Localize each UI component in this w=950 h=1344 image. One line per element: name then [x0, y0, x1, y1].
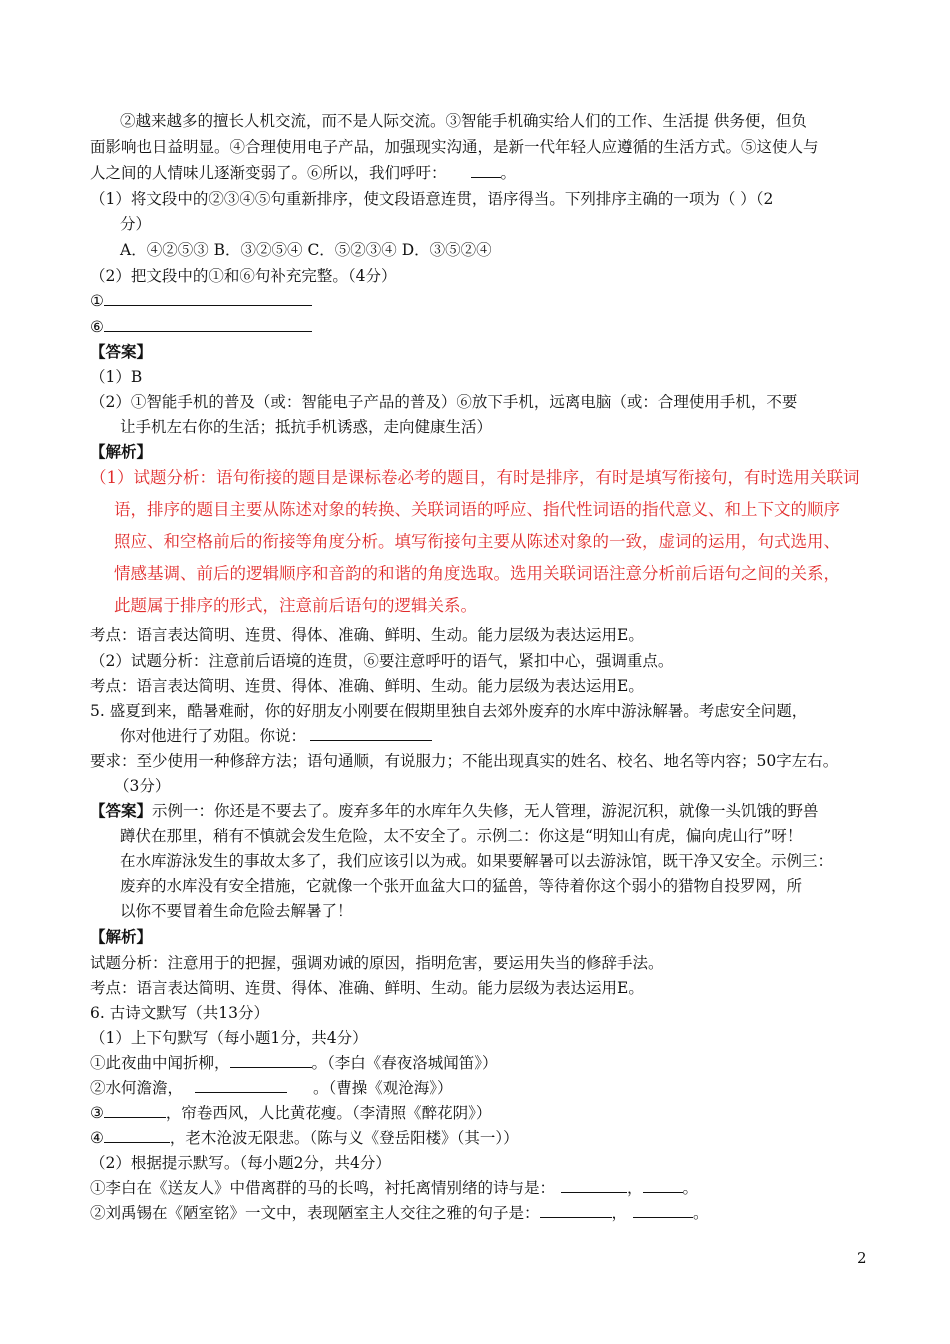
question-5-stem-cont: 你对他进行了劝阻。你说：	[120, 725, 432, 747]
question-1-stem-cont: 分）	[120, 215, 152, 233]
passage-line: 人之间的人情味儿逐渐变弱了。⑥所以，我们呼吁： 。	[90, 164, 517, 182]
answer-blank	[104, 290, 312, 306]
answer-line: 废弃的水库没有安全措施，它就像一个张开血盆大口的猛兽，等待着你这个弱小的猎物自投罗网，所	[120, 877, 803, 895]
question-5-stem: 5. 盛夏到来，酷暑难耐，你的好朋友小刚要在假期里独自去郊外废弃的水库中游泳解暑。考虑安全问题，	[90, 702, 808, 720]
page-number: 2	[857, 1249, 867, 1267]
question-1-options: A．④②⑤③ B．③②⑤④ C．⑤②③④ D．③⑤②④	[120, 241, 492, 259]
question-2-stem: （2）把文段中的①和⑥句补充完整。（4分）	[90, 267, 397, 285]
question-5-requirement: 要求：至少使用一种修辞方法；语句通顺，有说服力；不能出现真实的姓名、校名、地名等内容；50字左右。	[90, 752, 839, 770]
analysis-line: 试题分析：注意用于的把握，强调劝诫的原因，指明危害，要运用失当的修辞手法。	[90, 954, 664, 972]
answer-line: （2）①智能手机的普及（或：智能电子产品的普及）⑥放下手机，远离电脑（或：合理使用手机，不要	[90, 393, 798, 411]
answer-blank	[471, 162, 501, 178]
analysis-red-line: 此题属于排序的形式，注意前后语句的逻辑关系。	[114, 596, 477, 615]
dictation-item: ①李白在《送友人》中借离群的马的长鸣，衬托离情别绪的诗与是： ， 。	[90, 1179, 699, 1197]
answer-line: （1）B	[90, 368, 143, 386]
answer-blank	[230, 1052, 312, 1068]
answer-line: 蹲伏在那里，稍有不慎就会发生危险，太不安全了。示例二：你这是“明知山有虎，偏向虎山行”呀！	[120, 827, 803, 845]
question-6-title: 6. 古诗文默写（共13分）	[90, 1004, 269, 1022]
answer-line: 让手机左右你的生活；抵抗手机诱惑，走向健康生活）	[120, 418, 493, 436]
answer-label: 【答案】	[90, 801, 153, 820]
answer-blank	[104, 316, 312, 332]
analysis-line: （2）试题分析：注意前后语境的连贯，⑥要注意呼吁的语气，紧扣中心，强调重点。	[90, 652, 674, 670]
answer-blank	[195, 1077, 287, 1093]
knowledge-point: 考点：语言表达简明、连贯、得体、准确、鲜明、生动。能力层级为表达运用E。	[90, 979, 644, 997]
dictation-item: ①此夜曲中闻折柳， 。（李白《春夜洛城闻笛》）	[90, 1054, 498, 1072]
blank-line-1: ①	[90, 290, 312, 312]
dictation-item: ③ ，帘卷西风，人比黄花瘦。（李清照《醉花阴》）	[90, 1104, 492, 1122]
dictation-item: ④ ，老木沧波无限悲。（陈与义《登岳阳楼》（其一））	[90, 1129, 519, 1147]
knowledge-point: 考点：语言表达简明、连贯、得体、准确、鲜明、生动。能力层级为表达运用E。	[90, 677, 644, 695]
answer-blank	[104, 1102, 166, 1118]
dictation-item: ②水何澹澹， 。（曹操《观沧海》）	[90, 1079, 453, 1097]
analysis-red-line: （1）试题分析：语句衔接的题目是课标卷必考的题目，有时是排序，有时是填写衔接句，有时选用关联词	[90, 468, 860, 487]
answer-blank	[633, 1202, 693, 1218]
dictation-item: ②刘禹锡在《陋室铭》一文中，表现陋室主人交往之雅的句子是： ， 。	[90, 1204, 709, 1222]
question-6-part-2: （2）根据提示默写。（每小题2分，共4分）	[90, 1154, 391, 1172]
answer-blank	[540, 1202, 612, 1218]
passage-line: ②越来越多的擅长人机交流，而不是人际交流。③智能手机确实给人们的工作、生活提 供务便，但负	[120, 112, 807, 130]
answer-label: 【答案】	[90, 342, 153, 361]
question-1-stem: （1）将文段中的②③④⑤句重新排序，使文段语意连贯，语序得当。下列排序主确的一项为（ ）（2	[90, 190, 774, 208]
answer-blank	[310, 725, 432, 741]
question-5-score: （3分）	[114, 777, 171, 795]
answer-blank	[104, 1127, 170, 1143]
answer-line: 以你不要冒着生命危险去解暑了！	[120, 902, 353, 920]
answer-line: 在水库游泳发生的事故太多了，我们应该引以为戒。如果要解暑可以去游泳馆，既干净又安全。示例三：	[120, 852, 834, 870]
question-6-part-1: （1）上下句默写（每小题1分，共4分）	[90, 1029, 368, 1047]
blank-line-6: ⑥	[90, 316, 312, 338]
answer-line: 【答案】示例一：你还是不要去了。废弃多年的水库年久失修，无人管理，游泥沉积，就像一头饥饿的野兽	[90, 801, 819, 820]
analysis-red-line: 情感基调、前后的逻辑顺序和音韵的和谐的角度选取。选用关联词语注意分析前后语句之间的关系，	[114, 564, 840, 583]
answer-blank	[561, 1177, 627, 1193]
knowledge-point: 考点：语言表达简明、连贯、得体、准确、鲜明、生动。能力层级为表达运用E。	[90, 626, 644, 644]
answer-blank	[643, 1177, 683, 1193]
passage-line: 面影响也日益明显。④合理使用电子产品，加强现实沟通，是新一代年轻人应遵循的生活方式。⑤这使人与	[90, 138, 819, 156]
analysis-red-line: 照应、和空格前后的衔接等角度分析。填写衔接句主要从陈述对象的一致，虚词的运用，句式选用、	[114, 532, 840, 551]
analysis-red-line: 语，排序的题目主要从陈述对象的转换、关联词语的呼应、指代性词语的指代意义、和上下文的顺序	[114, 500, 840, 519]
analysis-label: 【解析】	[90, 927, 153, 946]
analysis-label: 【解析】	[90, 442, 153, 461]
